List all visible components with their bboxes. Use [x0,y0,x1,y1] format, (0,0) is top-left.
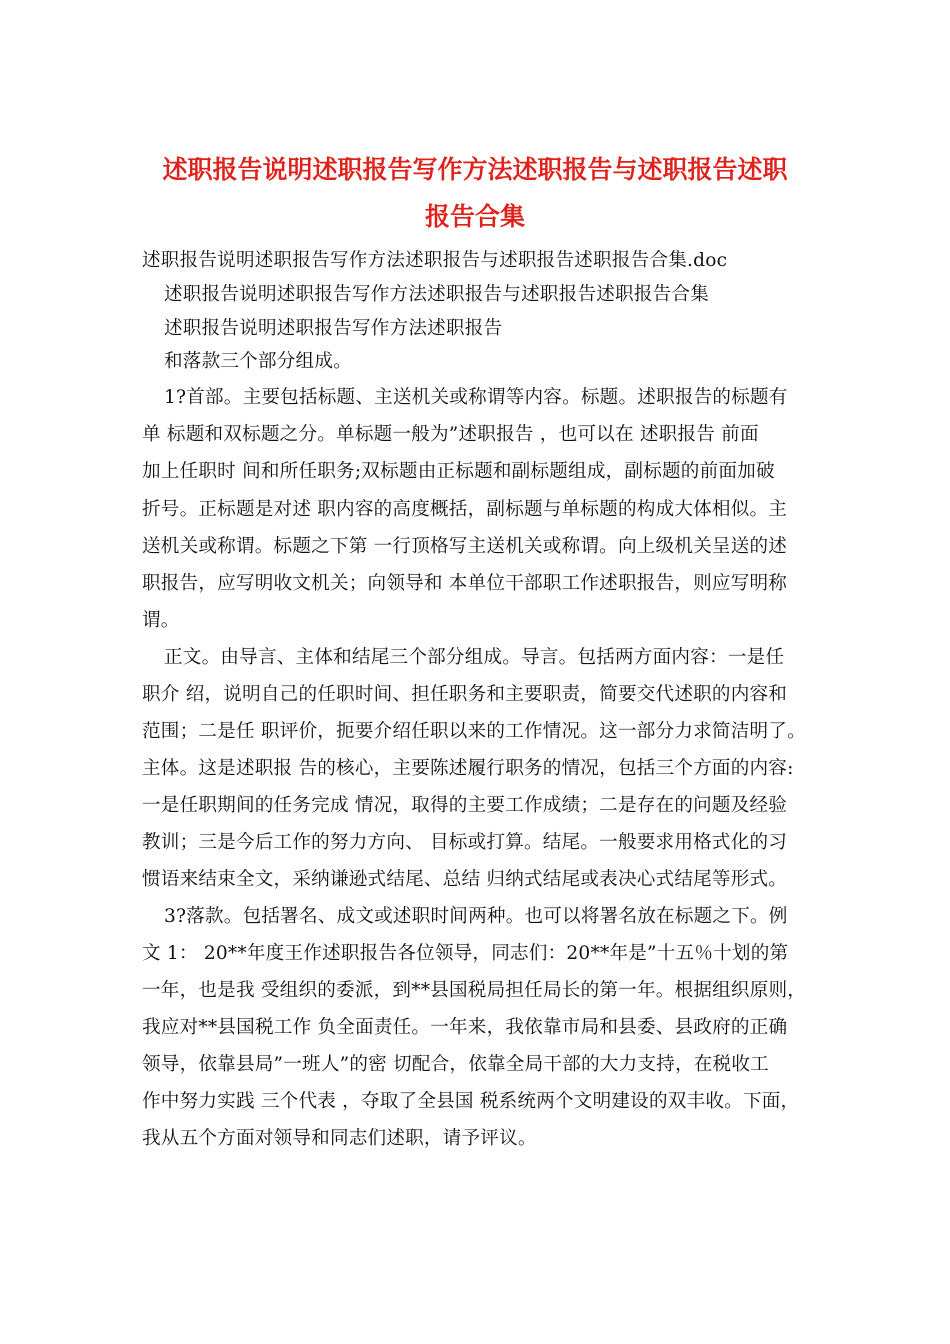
body-line: 惯语来结束全文，采纳谦逊式结尾、总结 归纳式结尾或表决心式结尾等形式。 [142,869,788,890]
filename-line: 述职报告说明述职报告写作方法述职报告与述职报告述职报告合集.doc [142,250,728,271]
subtitle-line: 述职报告说明述职报告写作方法述职报告与述职报告述职报告合集 [164,284,710,305]
body-line: 职报告，应写明收文机关；向领导和 本单位干部职工作述职报告，则应写明称 [142,573,788,594]
body-line: 职介 绍，说明自己的任职时间、担任职务和主要职责，简要交代述职的内容和 [142,684,788,705]
body-line: 文 1： 20**年度王作述职报告各位领导，同志们：20**年是”十五％十划的第 [142,943,789,964]
document-title-line-1: 述职报告说明述职报告写作方法述职报告与述职报告述职 [162,155,788,184]
body-line: 加上任职时 间和所任职务;双标题由正标题和副标题组成，副标题的前面加破 [142,461,775,482]
document-title-line-2: 报告合集 [424,202,525,231]
body-line: 送机关或称谓。标题之下第 一行顶格写主送机关或称谓。向上级机关呈送的述 [142,536,788,557]
body-line: 一是任职期间的任务完成 情况，取得的主要工作成绩；二是存在的问题及经验 [142,795,788,816]
body-line: 一年，也是我 受组织的委派，到**县国税局担任局长的第一年。根据组织原则， [142,980,807,1001]
body-line: 主体。这是述职报 告的核心，主要陈述履行职务的情况，包括三个方面的内容: [142,758,794,779]
body-line: 和落款三个部分组成。 [164,351,352,372]
body-line: 教训；三是今后工作的努力方向、 目标或打算。结尾。一般要求用格式化的习 [142,832,788,853]
body-line: 折号。正标题是对述 职内容的高度概括，副标题与单标题的构成大体相似。主 [142,499,788,520]
heading-line: 述职报告说明述职报告写作方法述职报告 [164,318,503,339]
body-line: 谓。 [142,610,180,631]
body-line: 3?落款。包括署名、成文或述职时间两种。也可以将署名放在标题之下。例 [164,906,788,927]
body-line: 单 标题和双标题之分。单标题一般为”述职报告 ，也可以在 述职报告 前面 [142,424,759,445]
body-line: 我应对**县国税工作 负全面责任。一年来，我依靠市局和县委、县政府的正确 [142,1017,788,1038]
body-line: 正文。由导言、主体和结尾三个部分组成。导言。包括两方面内容：一是任 [164,647,785,668]
body-line: 范围；二是任 职评价，扼要介绍任职以来的工作情况。这一部分力求简洁明了。 [142,721,806,742]
body-line: 作中努力实践 三个代表 ，夺取了全县国 税系统两个文明建设的双丰收。下面， [142,1091,800,1112]
body-line: 1?首部。主要包括标题、主送机关或称谓等内容。标题。述职报告的标题有 [164,387,788,408]
body-line: 我从五个方面对领导和同志们述职，请予评议。 [142,1128,537,1149]
body-line: 领导，依靠县局”一班人”的密 切配合，依靠全局干部的大力支持，在税收工 [142,1054,769,1075]
